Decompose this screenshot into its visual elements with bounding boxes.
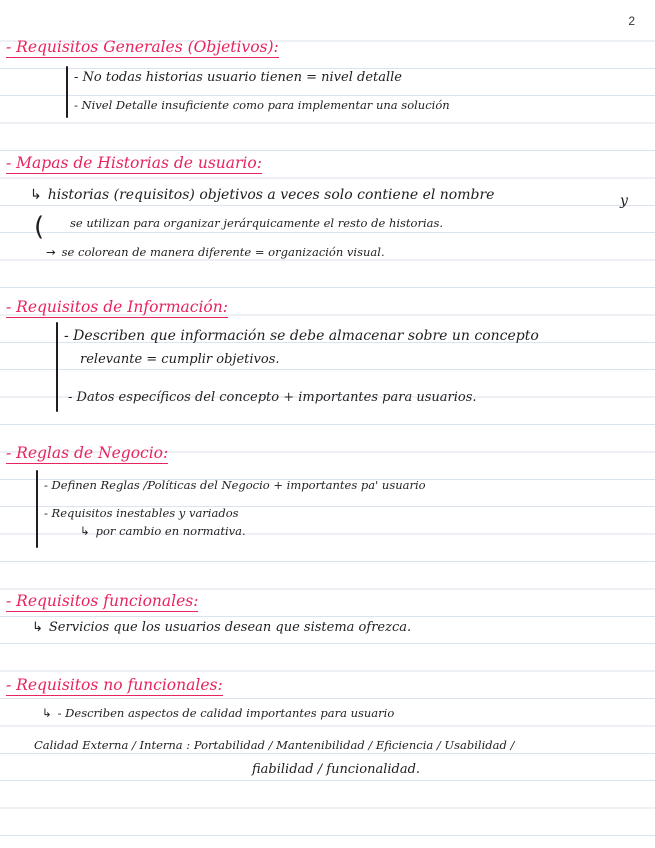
note-line: - Describen que información se debe almacenar sobre un concepto <box>64 328 539 344</box>
arrow-icon: ↳ <box>42 706 52 720</box>
vertical-bar <box>36 470 38 548</box>
bracket-icon: ( <box>34 212 45 242</box>
heading-requisitos-no-funcionales: - Requisitos no funcionales: <box>6 676 223 694</box>
vertical-bar <box>66 66 68 118</box>
heading-requisitos-informacion: - Requisitos de Información: <box>6 298 228 316</box>
heading-mapas-historias: - Mapas de Historias de usuario: <box>6 154 262 172</box>
note-line: - Datos específicos del concepto + importantes para usuarios. <box>68 390 477 405</box>
note-line: → se colorean de manera diferente = organización visual. <box>46 245 385 259</box>
arrow-icon: → <box>46 245 56 259</box>
heading-requisitos-funcionales: - Requisitos funcionales: <box>6 592 199 610</box>
note-line: - Definen Reglas /Políticas del Negocio + importantes pa' usuario <box>44 478 426 492</box>
note-line: relevante = cumplir objetivos. <box>80 352 280 367</box>
arrow-icon: ↳ <box>30 187 42 203</box>
vertical-bar <box>56 322 58 412</box>
note-line: - Requisitos inestables y variados <box>44 506 239 520</box>
heading-requisitos-generales: - Requisitos Generales (Objetivos): <box>6 38 279 56</box>
note-line: se utilizan para organizar jerárquicamente el resto de historias. <box>70 216 444 230</box>
note-line: ↳ historias (requisitos) objetivos a veces solo contiene el nombre <box>30 187 495 203</box>
arrow-icon: ↳ <box>80 524 90 538</box>
note-line: fiabilidad / funcionalidad. <box>252 762 421 777</box>
note-line: ↳ Servicios que los usuarios desean que sistema ofrezca. <box>32 620 412 635</box>
note-line: y <box>620 193 628 209</box>
note-line: Calidad Externa / Interna : Portabilidad / Mantenibilidad / Eficiencia / Usabilidad / <box>34 738 515 752</box>
arrow-icon: ↳ <box>32 620 43 635</box>
note-line: - No todas historias usuario tienen = nivel detalle <box>74 70 402 85</box>
heading-reglas-negocio: - Reglas de Negocio: <box>6 444 169 462</box>
note-line: ↳ - Describen aspectos de calidad importantes para usuario <box>42 706 395 720</box>
note-line: - Nivel Detalle insuficiente como para implementar una solución <box>74 98 450 112</box>
note-line: ↳ por cambio en normativa. <box>80 524 246 538</box>
page-number: 2 <box>628 14 635 28</box>
